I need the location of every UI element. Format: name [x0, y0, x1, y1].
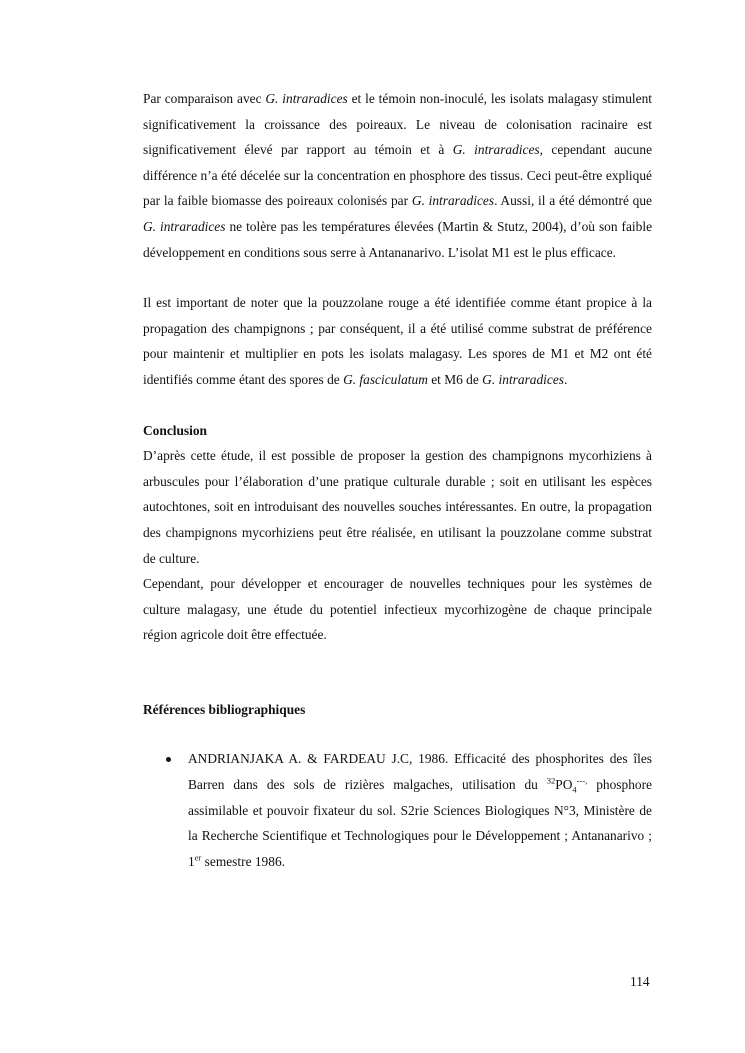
page-number: 114 — [630, 974, 650, 989]
reference-text: ANDRIANJAKA A. & FARDEAU J.C, 1986. Efficacité des phosphorites des îles Barren dans des sols de rizières malgaches, utilisation du $^{32}PO_4^{---,}$ phosphore assimilable et pouvoir fixateur du sol. S2rie Sciences Biologiques N°3, Ministère de la Recherche Scientifique et Technologiques pour le Développement ; Antananarivo ; 1er semestre 1986. — [188, 751, 652, 869]
reference-item — [143, 746, 652, 874]
conclusion-heading: Conclusion — [143, 422, 207, 438]
species-name: G. intraradices — [452, 142, 540, 158]
conclusion-paragraph-1: D’après cette étude, il est possible de proposer la gestion des champignons mycorhiziens à arbuscules pour l’élaboration d’une pratique culturale durable ; soit en utilisant les espèces autochtones, soit en introduisant des nouvelles souches intéressantes. En outre, la propagation des champignons mycorhiziens peut être réalisée, en utilisant la pouzzolane comme substrat de culture. — [143, 448, 652, 566]
document-page — [143, 86, 652, 874]
species-name: G. intraradices — [265, 91, 348, 106]
species-name: G. intraradices — [143, 218, 226, 234]
references-heading: Références bibliographiques — [143, 701, 306, 717]
conclusion-paragraph-2: Cependant, pour développer et encourager de nouvelles techniques pour les systèmes de culture malagasy, une étude du potentiel infectieux mycorhizogène de chaque principale région agricole doit être effectuée. — [143, 576, 652, 643]
species-name: G. intraradices — [411, 193, 495, 209]
species-name: G. intraradices — [482, 371, 564, 387]
paragraph-pouzzolane: Il est important de noter que la pouzzolane rouge a été identifiée comme étant propice à la propagation des champignons ; par conséquent, il a été utilisé comme substrat de préférence pour maintenir et multiplier en pots les isolats malagasy. Les spores de M1 et M2 ont été identifiés comme étant des spores de G. fasciculatum et M6 de G. intraradices. — [143, 295, 652, 387]
reference-list — [143, 746, 652, 874]
paragraph-comparison: Par comparaison avec G. intraradices et le témoin non-inoculé, les isolats malagasy stimulent significativement la croissance des poireaux. Le niveau de colonisation racinaire est significativement élevé par rapport au témoin et à G. intraradices, cependant aucune différence n’a été décelée sur la concentration en phosphore des tissus. Ceci peut-être expliqué par la faible biomasse des poireaux colonisés par G. intraradices. Aussi, il a été démontré que G. intraradices ne tolère pas les températures élevées (Martin & Stutz, 2004), d’où son faible développement en conditions sous serre à Antananarivo. L’isolat M1 est le plus efficace. — [143, 91, 653, 260]
bullet-icon — [166, 757, 171, 762]
species-name: G. fasciculatum — [343, 371, 428, 387]
